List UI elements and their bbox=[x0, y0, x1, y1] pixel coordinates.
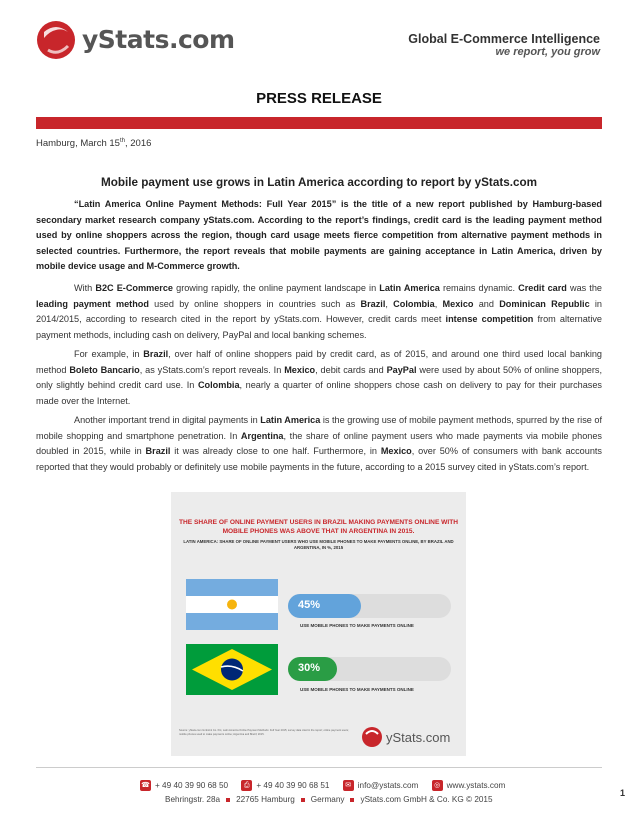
text-run: Another important trend in digital payments in bbox=[74, 415, 261, 425]
text-run: With bbox=[74, 283, 96, 293]
red-divider-bar bbox=[36, 117, 602, 129]
paragraph-intro bbox=[36, 197, 602, 275]
infographic-subtitle: LATIN AMERICA: SHARE OF ONLINE PAYMENT USERS WHO USE MOBILE PHONES TO MAKE PAYMENTS ONLINE, BY BRAZIL AND ARGENTINA, IN %, 2015 bbox=[183, 539, 454, 550]
footer-email[interactable] bbox=[343, 780, 419, 791]
footer-phone bbox=[140, 780, 228, 791]
bold-term: Brazil bbox=[360, 298, 386, 309]
text-run: , bbox=[434, 298, 443, 309]
footer-address bbox=[165, 795, 493, 804]
text-run: , over half of online shoppers paid by credit card, as of 2015, and around one third used local banking method bbox=[36, 349, 603, 375]
text-run: , nearly a quarter of online shoppers chose cash on delivery to pay for their purchases made over the Internet. bbox=[36, 380, 602, 406]
text-run: , over 50% of consumers with bank accounts reported that they would probably or definitely use mobile payments in the future, according to a 2015 survey cited in yStats.com’s report. bbox=[36, 446, 602, 472]
brazil-bar bbox=[288, 657, 337, 681]
text-run: it was already close to one half. Furthermore, in bbox=[170, 446, 381, 456]
text-run: were used by about 50% of online shoppers, only slightly behind credit card use. In bbox=[36, 364, 602, 390]
email-text[interactable]: info@ystats.com bbox=[357, 781, 419, 790]
paragraph-2 bbox=[36, 281, 602, 343]
paragraph-4 bbox=[36, 413, 602, 475]
brazil-value-label: 30% bbox=[298, 662, 321, 674]
bold-term: B2C E-Commerce bbox=[95, 283, 174, 293]
tagline-line-2: we report, you grow bbox=[495, 46, 600, 58]
bold-term: Latin America bbox=[260, 415, 321, 425]
argentina-flag bbox=[186, 579, 278, 630]
infographic-source-note: Source: yStats.com GmbH & Co. KG; Latin America Online Payment Methods: Full Year 2015; survey data cited in the report; online payment users; mobile phones used to make payments online; Argentina and Brazil; 2015. bbox=[179, 729, 349, 736]
text-run: in 2014/2015, according to research cited in the report by yStats.com. However, credit cards meet bbox=[36, 298, 603, 324]
bold-term: intense competition bbox=[445, 314, 534, 324]
text-run: is the growing use of mobile payment methods, spurred by the rise of mobile shopping and smartphone penetration. In bbox=[36, 415, 602, 441]
bold-term: Mexico bbox=[380, 446, 412, 456]
argentina-value-label: 45% bbox=[298, 599, 321, 611]
bold-term: Boleto Bancario bbox=[69, 364, 140, 375]
text-run: growing rapidly, the online payment landscape in bbox=[173, 283, 380, 293]
footer-web[interactable] bbox=[432, 780, 506, 791]
infographic bbox=[171, 492, 466, 756]
date-year: , 2016 bbox=[124, 138, 152, 150]
text-run: used by online shoppers in countries such as bbox=[148, 298, 361, 309]
separator-square bbox=[226, 798, 230, 802]
address-street: Behringstr. 28a bbox=[165, 795, 221, 804]
fax-icon: ⎙ bbox=[241, 780, 252, 791]
bold-term: Dominican Republic bbox=[499, 298, 590, 309]
page-number: 1 bbox=[620, 788, 626, 798]
web-text[interactable]: www.ystats.com bbox=[446, 781, 506, 790]
text-run: remains dynamic. bbox=[439, 283, 519, 293]
separator-square bbox=[301, 798, 305, 802]
brazil-bar-track bbox=[288, 657, 451, 681]
date-text: Hamburg, March 15 bbox=[36, 138, 120, 150]
brazil-flag bbox=[186, 644, 278, 695]
bold-term: Brazil bbox=[143, 349, 169, 359]
text-run: , debit cards and bbox=[315, 364, 387, 375]
mail-icon: ✉ bbox=[343, 780, 354, 791]
bold-term: leading payment method bbox=[36, 298, 149, 309]
paragraph-intro-text: “Latin America Online Payment Methods: Full Year 2015” is the title of a new report published by Hamburg-based secondary market research company yStats.com. According to the report’s findings, credit card is the leading payment method used by online shoppers across the region, though card usage meets fierce competition from alternative payment methods in selected countries. Furthermore, the report reveals that mobile payments are gaining acceptance in Latin America, driven by mobile device usage and M-Commerce growth. bbox=[36, 199, 602, 271]
bold-term: Brazil bbox=[145, 446, 171, 456]
bold-term: Latin America bbox=[379, 283, 440, 293]
bold-term: Credit card bbox=[518, 283, 567, 293]
press-release-title: PRESS RELEASE bbox=[256, 90, 382, 107]
address-city: 22765 Hamburg bbox=[236, 795, 295, 804]
footer-contacts bbox=[140, 780, 516, 794]
argentina-bar-track bbox=[288, 594, 451, 618]
text-run: and bbox=[473, 298, 500, 309]
bold-term: Colombia bbox=[393, 298, 435, 309]
text-run: , bbox=[385, 298, 394, 309]
tagline bbox=[408, 32, 600, 58]
text-run: For example, in bbox=[74, 349, 144, 359]
argentina-bar-caption: USE MOBILE PHONES TO MAKE PAYMENTS ONLINE bbox=[300, 623, 414, 628]
bold-term: Colombia bbox=[197, 380, 240, 390]
bold-term: Mexico bbox=[284, 364, 316, 375]
argentina-bar bbox=[288, 594, 361, 618]
fax-text: + 49 40 39 90 68 51 bbox=[256, 781, 330, 790]
footer-fax bbox=[241, 780, 329, 791]
infographic-logo-text: yStats.com bbox=[386, 730, 451, 745]
paragraph-3 bbox=[36, 347, 602, 409]
infographic-title: THE SHARE OF ONLINE PAYMENT USERS IN BRAZIL MAKING PAYMENTS ONLINE WITH MOBILE PHONES WAS ABOVE THAT IN ARGENTINA IN 2015. bbox=[178, 519, 459, 535]
footer-divider bbox=[36, 767, 602, 768]
text-run: from alternative payment methods, including cash on delivery, PayPal and local banking schemes. bbox=[36, 314, 603, 340]
globe-icon: ◎ bbox=[432, 780, 443, 791]
date-suffix: th bbox=[119, 138, 125, 144]
brazil-bar-caption: USE MOBILE PHONES TO MAKE PAYMENTS ONLINE bbox=[300, 687, 414, 692]
headline: Mobile payment use grows in Latin America according to report by yStats.com bbox=[101, 176, 537, 189]
address-country: Germany bbox=[310, 795, 345, 804]
company-name: yStats.com GmbH & Co. KG © 2015 bbox=[360, 795, 493, 804]
phone-icon: ☎ bbox=[141, 782, 150, 789]
bold-term: Argentina bbox=[240, 430, 284, 441]
dateline bbox=[36, 138, 151, 149]
text-run: was the bbox=[566, 283, 602, 293]
bold-term: PayPal bbox=[386, 364, 417, 375]
text-run: , the share of online payment users who made payments via mobile phones doubled in 2015, while in bbox=[36, 430, 602, 456]
tagline-line-1: Global E-Commerce Intelligence bbox=[408, 32, 600, 46]
logo-text: yStats.com bbox=[82, 25, 235, 54]
phone-text: + 49 40 39 90 68 50 bbox=[155, 781, 229, 790]
text-run: , as yStats.com’s report reveals. In bbox=[139, 364, 285, 375]
bold-term: Mexico bbox=[442, 298, 474, 309]
separator-square bbox=[350, 798, 354, 802]
infographic-ystats-logo bbox=[361, 726, 456, 748]
